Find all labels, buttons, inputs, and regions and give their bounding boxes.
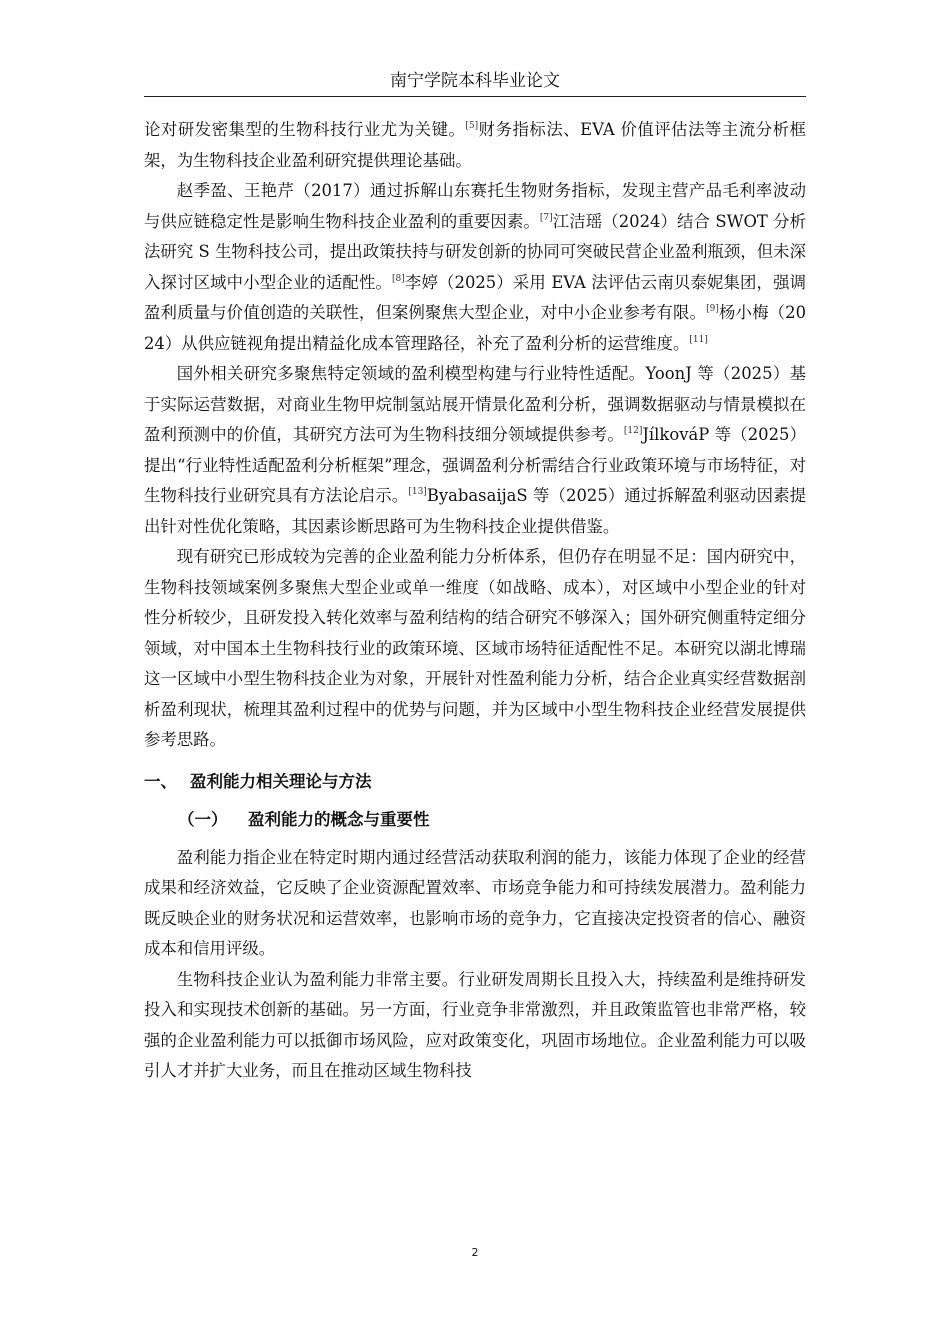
section-heading xyxy=(144,756,806,803)
text-run: 盈利能力指企业在特定时期内通过经营活动获取利润的能力，该能力体现了企业的经营成果和经济效益，它反映了企业资源配置效率、市场竞争能力和可持续发展潜力。盈利能力既反映企业的财务状况和运营效率，也影响市场的竞争力，它直接决定投资者的信心、融资成本和信用评级。 xyxy=(144,847,806,958)
running-header: 南宁学院本科毕业论文 xyxy=(390,71,560,91)
text-run: JílkováP 等（2025）提出“行业特性适配盈利分析框架”理念，强调盈利分析需结合行业政策环境与市场特征，对生物科技行业研究具有方法论启示。 xyxy=(144,425,806,505)
header-rule xyxy=(144,96,806,97)
citation-ref: [11] xyxy=(689,334,708,345)
text-run: 现有研究已形成较为完善的企业盈利能力分析体系，但仍存在明显不足：国内研究中，生物科技领域案例多聚焦大型企业或单一维度（如战略、成本），对区域中小型企业的针对性分析较少，且研发投入转化效率与盈利结构的结合研究不够深入；国外研究侧重特定细分领域，对中国本土生物科技行业的政策环境、区域市场特征适配性不足。本研究以湖北博瑞这一区域中小型生物科技企业为对象，开展针对性盈利能力分析，结合企业真实经营数据剖析盈利现状，梳理其盈利过程中的优势与问题，并为区域中小型生物科技企业经营发展提供参考思路。 xyxy=(144,547,806,749)
page-number: 2 xyxy=(471,1246,479,1259)
text-run: 赵季盈、王艳芹（2017）通过拆解山东赛托生物财务指标，发现主营产品毛利率波动与供应链稳定性是影响生物科技企业盈利的重要因素。 xyxy=(144,181,806,231)
paragraph-foreign-research xyxy=(144,359,806,542)
citation-ref: [8] xyxy=(392,273,405,284)
text-run: 杨小梅（2024）从供应链视角提出精益化成本管理路径，补充了盈利分析的运营维度。 xyxy=(144,303,807,353)
citation-ref: [13] xyxy=(408,487,427,497)
paragraph-research-gap xyxy=(144,542,806,756)
paragraph-literature-theory xyxy=(144,115,806,176)
citation-ref: [7] xyxy=(539,212,553,223)
text-run: 论对研发密集型的生物科技行业尤为关键。 xyxy=(144,120,466,139)
subsection-heading xyxy=(144,803,806,843)
text-run: 江洁瑶（2024）结合 SWOT 分析法研究 S 生物科技公司，提出政策扶持与研发创新的协同可突破民营企业盈利瓶颈，但未深入探讨区域中小型企业的适配性。 xyxy=(144,211,807,292)
page-body xyxy=(144,115,806,1087)
text-run: 国外相关研究多聚焦特定领域的盈利模型构建与行业特性适配。YoonJ 等（2025）基于实际运营数据，对商业生物甲烷制氢站展开情景化盈利分析，强调数据驱动与情景模拟在盈利预测中的价值，其研究方法可为生物科技细分领域提供参考。 xyxy=(144,364,806,444)
citation-ref: [12] xyxy=(623,426,643,436)
subsection-title: 盈利能力的概念与重要性 xyxy=(248,809,430,829)
paragraph-profitability-definition xyxy=(144,843,806,965)
citation-ref: [9] xyxy=(706,304,719,314)
text-run: ByabasaijaS 等（2025）通过拆解盈利驱动因素提出针对性优化策略，其因素诊断思路可为生物科技企业提供借鉴。 xyxy=(144,486,806,536)
text-run: 生物科技企业认为盈利能力非常主要。行业研发周期长且投入大，持续盈利是维持研发投入和实现技术创新的基础。另一方面，行业竞争非常激烈，并且政策监管也非常严格，较强的企业盈利能力可以抵御市场风险，应对政策变化，巩固市场地位。企业盈利能力可以吸引人才并扩大业务，而且在推动区域生物科技 xyxy=(144,969,806,1080)
citation-ref: [5] xyxy=(465,121,479,131)
text-run: 财务指标法、EVA 价值评估法等主流分析框架，为生物科技企业盈利研究提供理论基础。 xyxy=(144,120,806,170)
subsection-number: （一） xyxy=(178,809,228,829)
paragraph-domestic-research xyxy=(144,176,806,359)
text-run: 李婷（2025）采用 EVA 法评估云南贝泰妮集团，强调盈利质量与价值创造的关联性，但案例聚焦大型企业，对中小企业参考有限。 xyxy=(144,272,806,322)
section-number: 一、 xyxy=(144,771,177,791)
paragraph-profitability-importance xyxy=(144,965,806,1087)
section-title: 盈利能力相关理论与方法 xyxy=(190,771,372,791)
